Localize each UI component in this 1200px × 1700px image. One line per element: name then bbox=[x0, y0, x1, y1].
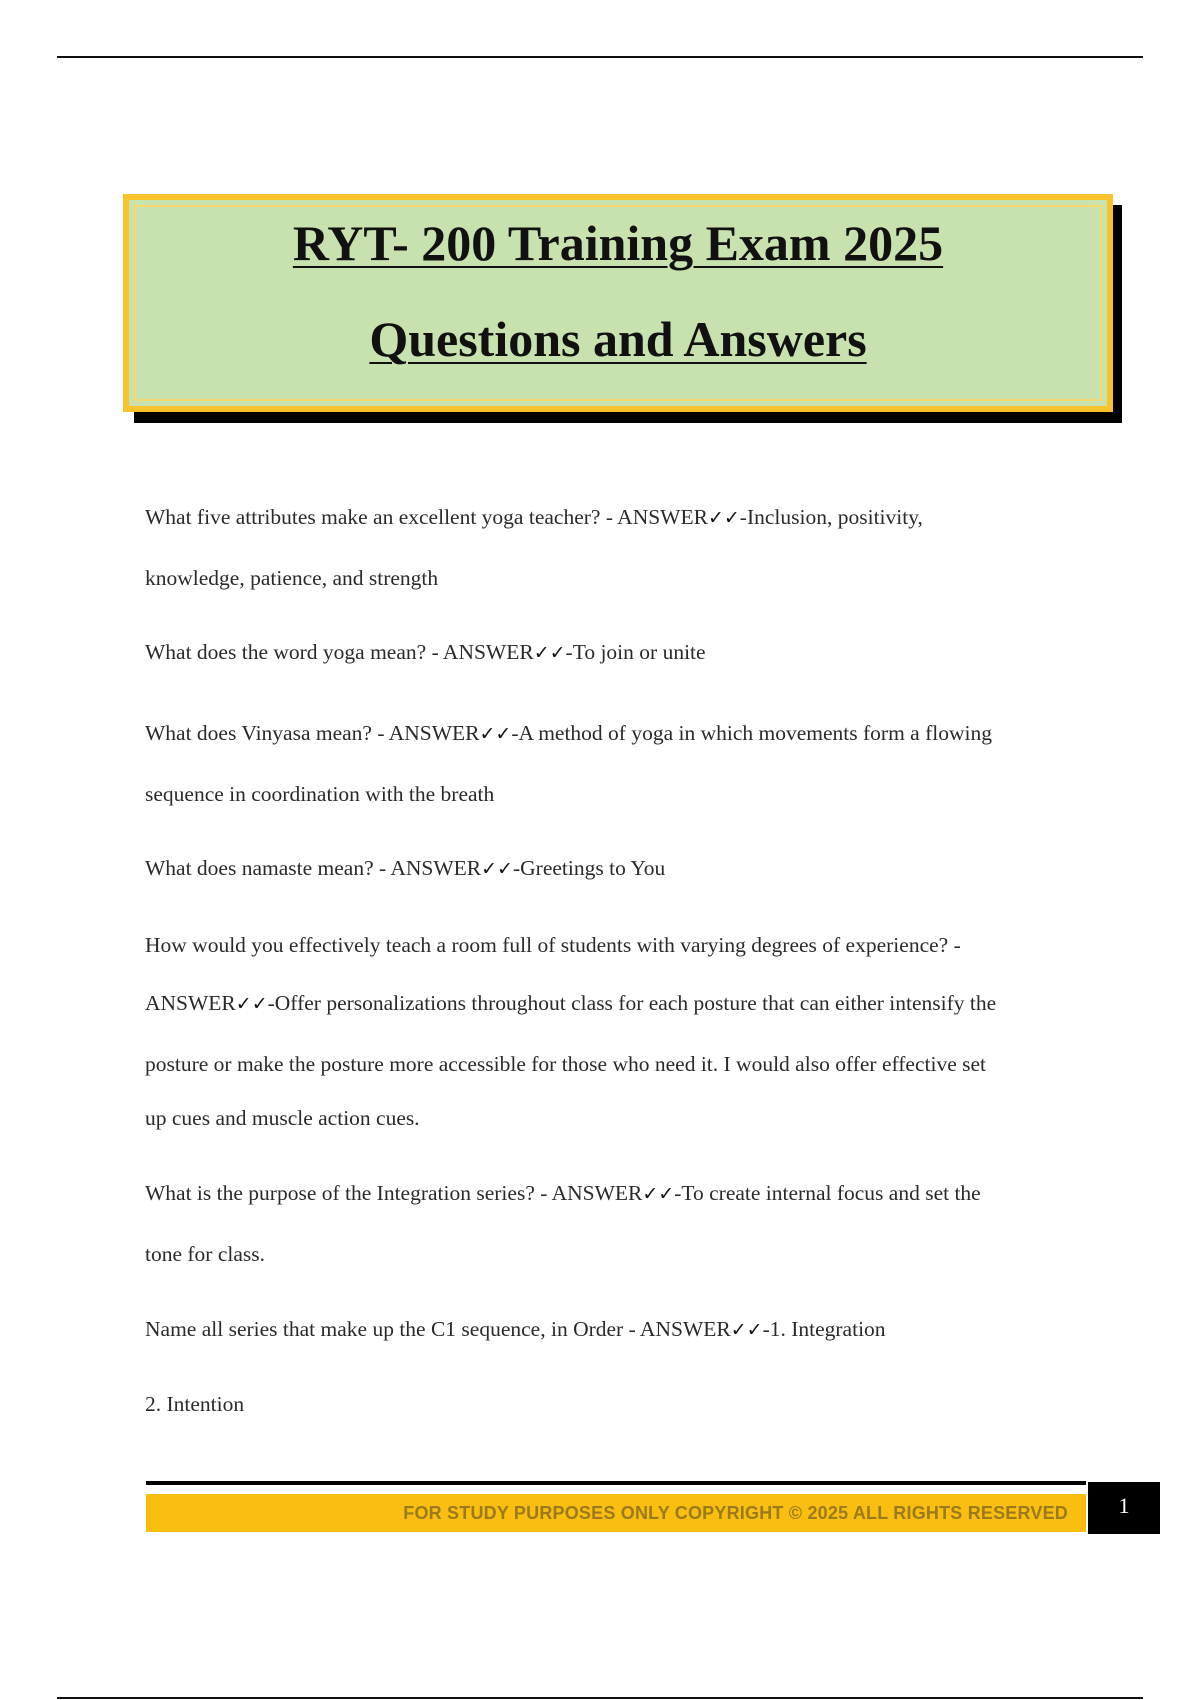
qa-line bbox=[145, 1242, 1095, 1267]
double-check-icon: ✓✓ bbox=[533, 642, 566, 664]
qa-line bbox=[145, 1106, 1095, 1131]
qa-text-pre: 2. Intention bbox=[145, 1392, 245, 1416]
qa-line bbox=[145, 721, 1095, 746]
qa-text-post: -Inclusion, positivity, bbox=[739, 505, 923, 529]
double-check-icon: ✓✓ bbox=[730, 1319, 763, 1341]
qa-line bbox=[145, 566, 1095, 591]
footer-rule bbox=[146, 1481, 1086, 1485]
title-line-2: Questions and Answers bbox=[369, 311, 867, 367]
qa-text-pre: up cues and muscle action cues. bbox=[145, 1106, 420, 1130]
qa-text-pre: What is the purpose of the Integration series? - ANSWER bbox=[145, 1181, 643, 1205]
qa-text-pre: What does the word yoga mean? - ANSWER bbox=[145, 640, 534, 664]
qa-text-post: -To create internal focus and set the bbox=[674, 1181, 981, 1205]
footer-copyright-notice: FOR STUDY PURPOSES ONLY COPYRIGHT © 2025 ALL RIGHTS RESERVED bbox=[146, 1494, 1086, 1532]
qa-text-post: -To join or unite bbox=[565, 640, 706, 664]
qa-line bbox=[145, 1317, 1095, 1342]
title-line-1: RYT- 200 Training Exam 2025 bbox=[292, 215, 944, 271]
qa-line bbox=[145, 856, 1095, 881]
qa-line bbox=[145, 933, 1095, 958]
title-box bbox=[123, 194, 1113, 412]
qa-text-pre: posture or make the posture more accessible for those who need it. I would also offer effective set bbox=[145, 1052, 987, 1076]
qa-text-pre: Name all series that make up the C1 sequence, in Order - ANSWER bbox=[145, 1317, 731, 1341]
qa-text-pre: What five attributes make an excellent yoga teacher? - ANSWER bbox=[145, 505, 708, 529]
qa-line bbox=[145, 1181, 1095, 1206]
qa-line bbox=[145, 640, 1095, 665]
qa-text-pre: knowledge, patience, and strength bbox=[145, 566, 439, 590]
qa-text-pre: tone for class. bbox=[145, 1242, 266, 1266]
double-check-icon: ✓✓ bbox=[479, 723, 512, 745]
page-number: 1 bbox=[1088, 1482, 1160, 1534]
qa-text-pre: How would you effectively teach a room full of students with varying degrees of experience? - bbox=[145, 933, 961, 957]
qa-text-pre: What does Vinyasa mean? - ANSWER bbox=[145, 721, 480, 745]
top-rule bbox=[57, 56, 1143, 58]
double-check-icon: ✓✓ bbox=[642, 1183, 675, 1205]
double-check-icon: ✓✓ bbox=[481, 858, 513, 880]
double-check-icon: ✓✓ bbox=[235, 993, 268, 1015]
qa-text-pre: ANSWER bbox=[145, 991, 236, 1015]
bottom-rule bbox=[57, 1697, 1143, 1699]
qa-line bbox=[145, 1052, 1095, 1077]
qa-line bbox=[145, 1392, 1095, 1417]
qa-line bbox=[145, 505, 1095, 530]
qa-text-pre: sequence in coordination with the breath bbox=[145, 782, 495, 806]
qa-text-pre: What does namaste mean? - ANSWER bbox=[145, 856, 482, 880]
qa-text-post: -A method of yoga in which movements form a flowing bbox=[511, 721, 992, 745]
qa-text-post: -1. Integration bbox=[762, 1317, 886, 1341]
qa-line bbox=[145, 782, 1095, 807]
qa-line bbox=[145, 991, 1095, 1016]
double-check-icon: ✓✓ bbox=[707, 507, 740, 529]
qa-text-post: -Offer personalizations throughout class for each posture that can either intensify the bbox=[267, 991, 997, 1015]
qa-text-post: -Greetings to You bbox=[512, 856, 666, 880]
